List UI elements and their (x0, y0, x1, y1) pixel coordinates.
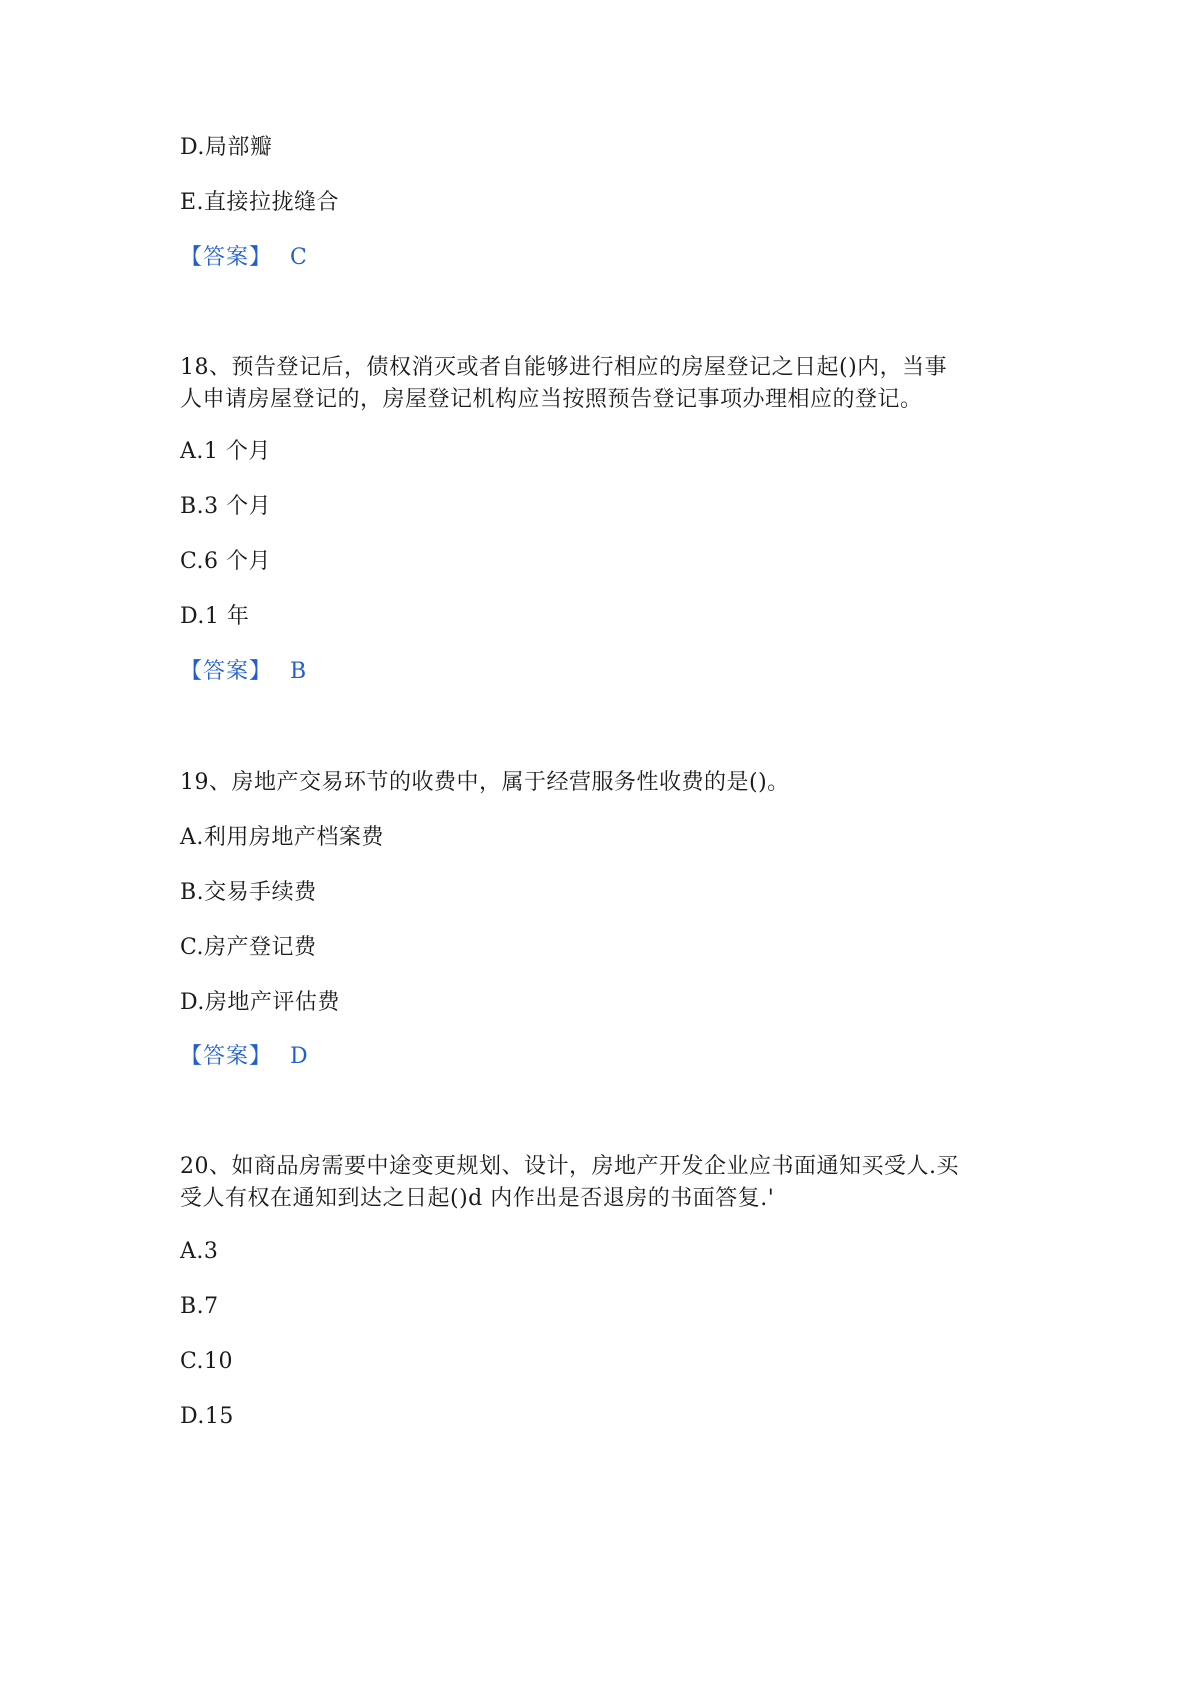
q18-answer (180, 656, 307, 688)
q19-answer (180, 1041, 308, 1073)
q19-option-b: B.交易手续费 (180, 880, 317, 905)
q18-option-a: A.1 个月 (180, 439, 271, 464)
q18-option-c: C.6 个月 (180, 549, 272, 574)
q17-answer (180, 242, 307, 274)
q19-answer-label: 【答案】 (180, 1044, 273, 1069)
q18-stem-line-2: 人申请房屋登记的，房屋登记机构应当按照预告登记事项办理相应的登记。 (180, 387, 923, 412)
q18-answer-value: B (290, 659, 307, 684)
q20-option-b: B.7 (180, 1294, 219, 1319)
q20-option-c: C.10 (180, 1349, 234, 1374)
q17-option-d: D.局部瓣 (180, 135, 273, 160)
q18-option-b: B.3 个月 (180, 494, 272, 519)
q19-option-d: D.房地产评估费 (180, 990, 340, 1015)
q19-answer-value: D (290, 1044, 309, 1069)
q19-option-c: C.房产登记费 (180, 935, 317, 960)
q18-stem-line-1: 18、预告登记后，债权消灭或者自能够进行相应的房屋登记之日起()内，当事 (180, 355, 948, 380)
q18-option-d: D.1 年 (180, 604, 250, 629)
q17-answer-label: 【答案】 (180, 245, 273, 270)
q20-option-a: A.3 (180, 1239, 219, 1264)
q19-option-a: A.利用房地产档案费 (180, 825, 384, 850)
q20-option-d: D.15 (180, 1404, 234, 1429)
q17-answer-value: C (290, 245, 308, 270)
q18-answer-label: 【答案】 (180, 659, 273, 684)
q20-stem-line-1: 20、如商品房需要中途变更规划、设计，房地产开发企业应书面通知买受人.买 (180, 1154, 959, 1179)
q17-option-e: E.直接拉拢缝合 (180, 190, 340, 215)
q20-stem-line-2: 受人有权在通知到达之日起()d 内作出是否退房的书面答复.' (180, 1186, 775, 1211)
q19-stem: 19、房地产交易环节的收费中，属于经营服务性收费的是()。 (180, 770, 790, 795)
